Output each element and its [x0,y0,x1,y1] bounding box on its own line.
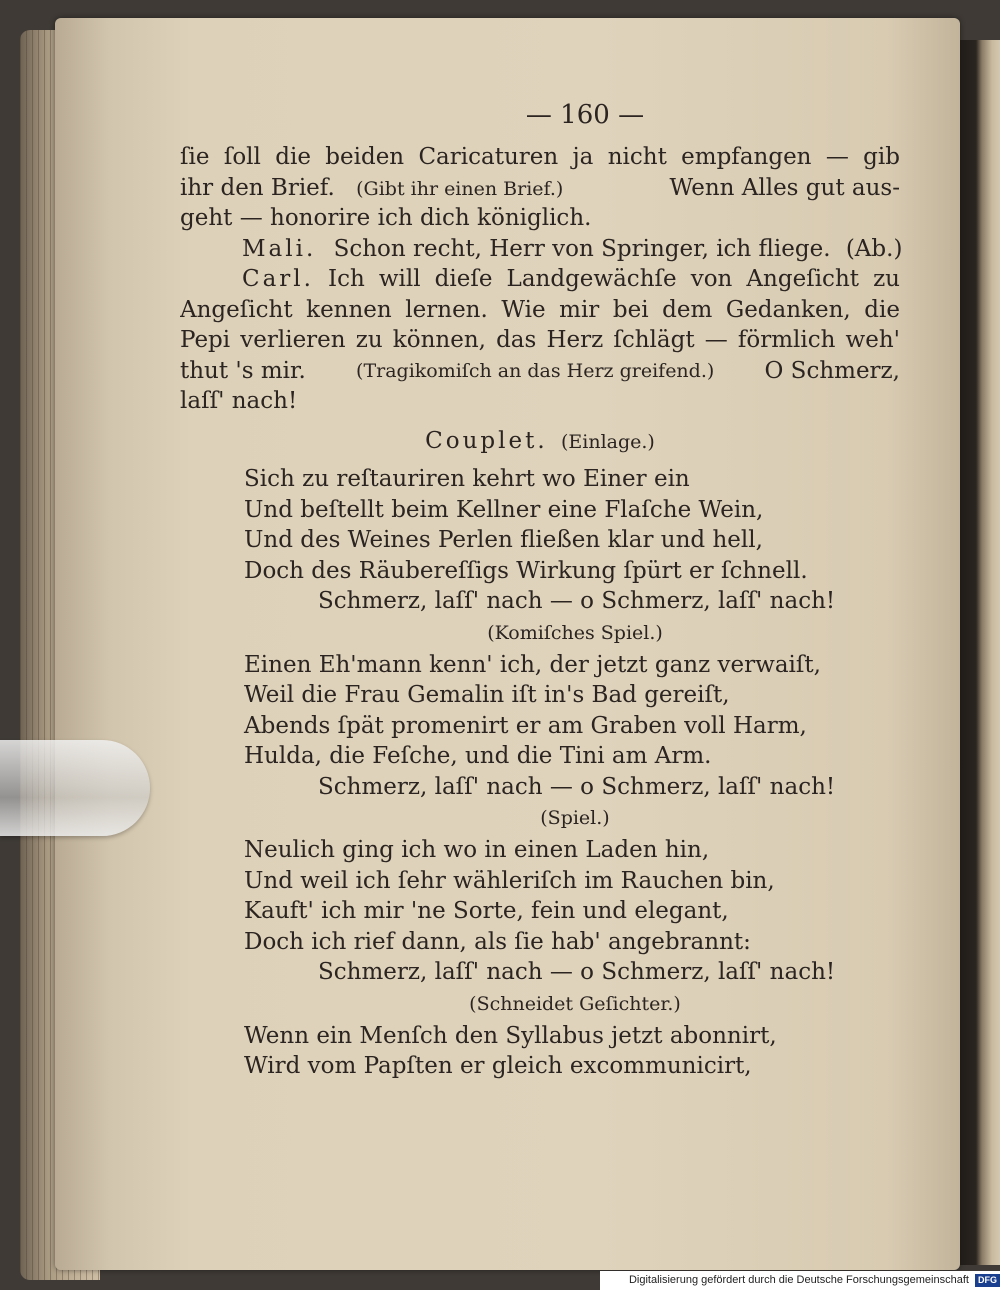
refrain-line: Schmerz, laſſ' nach — o Schmerz, laſſ' nach! [318,773,836,800]
prose-text: ihr den Brief. [180,174,335,201]
verse-line: Abends ſpät promenirt er am Graben voll Harm, [244,712,807,739]
verse-line: Und beſtellt beim Kellner eine Flaſche Wein, [244,496,764,523]
stanza [180,1021,900,1082]
prose-line: Angeſicht kennen lernen. Wie mir bei dem Gedanken, die [180,296,900,323]
footer-text: Digitalisierung gefördert durch die Deutsche Forschungsgemeinschaft [628,1274,969,1286]
prose-line [180,234,903,265]
stanza [180,650,900,836]
prose-text: Schon recht, Herr von Springer, ich fliege. [333,235,831,262]
prose-line: geht — honorire ich dich königlich. [180,205,592,231]
dfg-logo: DFG [975,1274,1000,1287]
page-text [180,100,903,1082]
prose-line [180,264,900,295]
prose-line [180,356,900,387]
stage-direction: (Tragikomiſch an das Herz greifend.) [356,359,715,382]
prose-text: Ich will dieſe Landgewächſe von Angeſicht zu [327,266,900,292]
stage-direction: (Schneidet Geſichter.) [469,992,681,1015]
couplet-title: Couplet. [425,427,548,454]
speaker-name: Mali. [242,235,317,262]
verse-line: Wird vom Papſten er gleich excommunicirt, [244,1053,752,1079]
verse-line: Und weil ich ſehr wähleriſch im Rauchen bin, [244,867,775,894]
verse-line: Wenn ein Menſch den Syllabus jetzt abonnirt, [244,1022,777,1049]
prose-line: ſie ſoll die beiden Caricaturen ja nicht empfangen — gib [180,144,900,170]
glass-clip [0,740,150,836]
stage-direction: (Spiel.) [540,807,610,829]
verse-line: Neulich ging ich wo in einen Laden hin, [244,837,710,863]
prose-line [180,173,900,204]
facing-page-edge [960,40,1000,1265]
stage-direction: (Ab.) [845,235,903,262]
stanza [180,464,900,650]
digitization-footer [600,1271,1000,1290]
prose-text: thut 's mir. [180,357,306,384]
verse-line: Doch ich rief dann, als ſie hab' angebrannt: [244,928,751,955]
verse-line: Doch des Räubereſſigs Wirkung ſpürt er ſchnell. [244,557,808,584]
verse-line: Einen Eh'mann kenn' ich, der jetzt ganz verwaiſt, [244,651,821,678]
verse-line: Und des Weines Perlen fließen klar und hell, [244,527,763,553]
prose-text: Wenn Alles gut aus- [669,174,900,201]
speaker-name: Carl. [242,266,314,292]
stage-direction: (Komiſches Spiel.) [487,621,663,644]
couplet-note: (Einlage.) [560,430,655,453]
stage-direction: (Gibt ihr einen Brief.) [356,177,564,200]
couplet-heading [180,426,900,457]
prose-text: O Schmerz, [764,357,900,384]
verse-line: Sich zu reſtauriren kehrt wo Einer ein [244,466,690,492]
prose-line: laſſ' nach! [180,388,298,414]
verse-line: Kauft' ich mir 'ne Sorte, fein und elegant, [244,898,729,924]
stanza [180,835,900,1021]
prose-line: Pepi verlieren zu können, das Herz ſchlägt — förmlich weh' [180,327,900,353]
verse-line: Hulda, die Feſche, und die Tini am Arm. [244,743,712,769]
refrain-line: Schmerz, laſſ' nach — o Schmerz, laſſ' nach! [318,959,836,985]
page-number: — 160 — [525,100,645,130]
verse-line: Weil die Frau Gemalin iſt in's Bad gereiſt, [244,682,730,708]
refrain-line: Schmerz, laſſ' nach — o Schmerz, laſſ' nach! [318,588,836,614]
